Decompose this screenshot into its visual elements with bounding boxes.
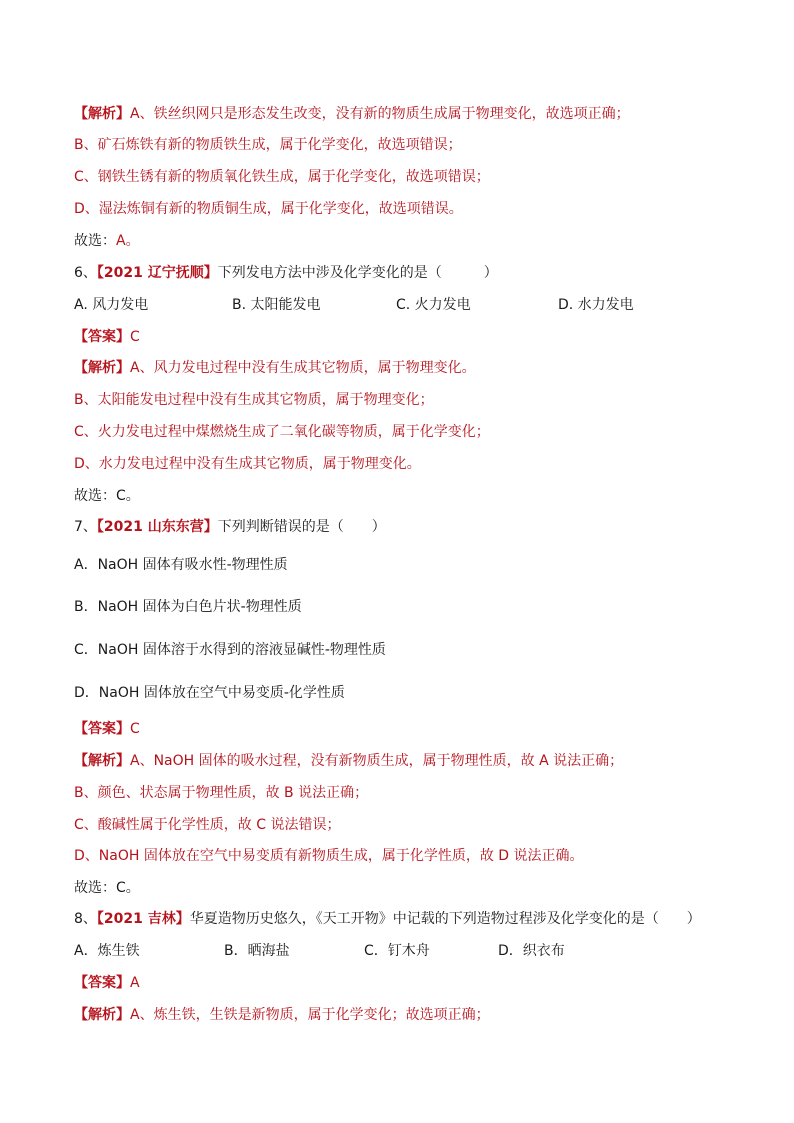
q6-answer-line [74, 327, 754, 347]
q8-answer: A [130, 975, 140, 991]
q7-analysis-d: D、NaOH 固体放在空气中易变质有新物质生成，属于化学性质，故 D 说法正确。 [74, 848, 584, 864]
q7-option-b: B．NaOH 固体为白色片状-物理性质 [74, 599, 302, 615]
q6-option-c: C. 火力发电 [396, 297, 471, 313]
q7-stem: 下列判断错误的是（ ） [217, 519, 386, 535]
analysis-label: 【解析】 [74, 1007, 130, 1023]
q7-analysis-c: C、酸碱性属于化学性质，故 C 说法错误； [74, 817, 341, 833]
q7-number: 7、 [74, 519, 97, 535]
q6-question [74, 263, 754, 283]
q6-analysis-c: C、火力发电过程中煤燃烧生成了二氧化碳等物质，属于化学变化； [74, 424, 490, 440]
q7-option-a: A．NaOH 固体有吸水性-物理性质 [74, 557, 288, 573]
q8-option-d: D．织衣布 [498, 943, 565, 959]
q6-analysis-b: B、太阳能发电过程中没有生成其它物质，属于物理变化； [74, 392, 434, 408]
q8-analysis-a: A、炼生铁，生铁是新物质，属于化学变化；故选项正确； [130, 1007, 490, 1023]
q8-analysis-line-a [74, 1005, 754, 1025]
analysis-label: 【解析】 [74, 106, 130, 122]
q6-option-b: B. 太阳能发电 [232, 297, 321, 313]
q7-answer-line [74, 719, 754, 739]
q5-choice-prefix: 故选： [74, 233, 116, 249]
q7-source: 【2021 山东东营】 [96, 519, 218, 535]
q7-question [74, 517, 754, 537]
q5-analysis-d: D、湿法炼铜有新的物质铜生成，属于化学变化，故选项错误。 [74, 201, 463, 217]
q8-option-b: B．晒海盐 [224, 943, 290, 959]
q8-stem: 华夏造物历史悠久，《天工开物》中记载的下列造物过程涉及化学变化的是（ ） [189, 911, 701, 927]
q8-question [74, 909, 754, 929]
q7-analysis-line-a [74, 751, 754, 771]
q5-choice-letter: A。 [116, 233, 140, 249]
q5-analysis-c: C、钢铁生锈有新的物质氧化铁生成，属于化学变化，故选项错误； [74, 169, 490, 185]
q7-option-c: C．NaOH 固体溶于水得到的溶液显碱性-物理性质 [74, 642, 386, 658]
q5-analysis-a: A、铁丝织网只是形态发生改变，没有新的物质生成属于物理变化，故选项正确； [130, 106, 630, 122]
answer-label: 【答案】 [74, 975, 130, 991]
q6-options [74, 295, 754, 315]
q6-number: 6、 [74, 265, 97, 281]
q8-answer-line [74, 973, 754, 993]
q7-analysis-a: A、NaOH 固体的吸水过程，没有新物质生成，属于物理性质，故 A 说法正确； [130, 753, 624, 769]
q7-choice-line: 故选：C。 [74, 880, 140, 896]
q6-analysis-line-a [74, 358, 754, 378]
answer-label: 【答案】 [74, 721, 130, 737]
q7-option-d: D．NaOH 固体放在空气中易变质-化学性质 [74, 685, 345, 701]
q8-option-c: C．钉木舟 [364, 943, 430, 959]
q6-analysis-a: A、风力发电过程中没有生成其它物质，属于物理变化。 [130, 360, 476, 376]
analysis-label: 【解析】 [74, 360, 130, 376]
q5-analysis-line-a [74, 104, 754, 124]
q8-number: 8、 [74, 911, 97, 927]
q6-stem: 下列发电方法中涉及化学变化的是（ ） [217, 265, 498, 281]
q6-option-d: D. 水力发电 [558, 297, 634, 313]
q6-option-a: A. 风力发电 [74, 297, 149, 313]
q5-choice [74, 231, 754, 251]
q7-answer: C [130, 721, 140, 737]
q6-analysis-d: D、水力发电过程中没有生成其它物质，属于物理变化。 [74, 456, 421, 472]
q6-answer: C [130, 329, 140, 345]
answer-label: 【答案】 [74, 329, 130, 345]
q8-option-a: A．炼生铁 [74, 943, 140, 959]
q8-source: 【2021 吉林】 [96, 911, 190, 927]
q5-analysis-b: B、矿石炼铁有新的物质铁生成，属于化学变化，故选项错误； [74, 137, 462, 153]
analysis-label: 【解析】 [74, 753, 130, 769]
q6-source: 【2021 辽宁抚顺】 [96, 265, 218, 281]
q7-analysis-b: B、颜色、状态属于物理性质，故 B 说法正确； [74, 785, 369, 801]
q8-options [74, 941, 754, 961]
q6-choice-line: 故选：C。 [74, 488, 140, 504]
